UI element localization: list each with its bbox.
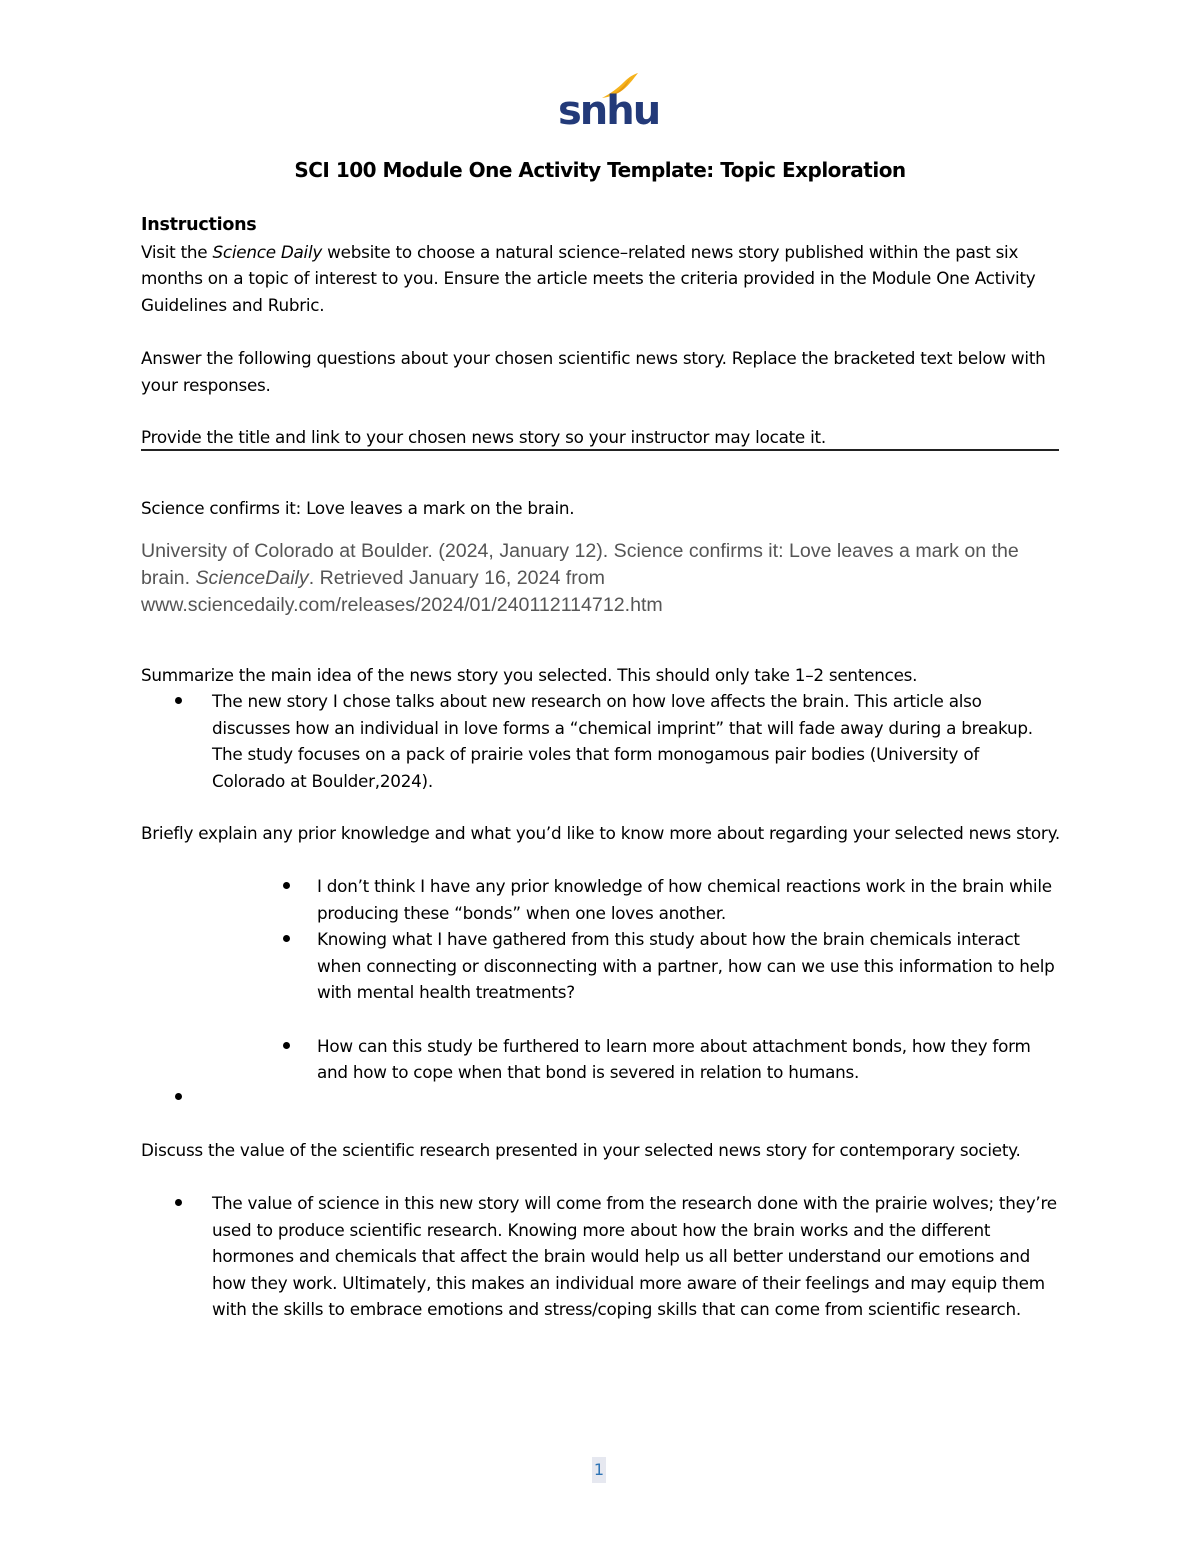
instructions-text: website to choose a natural science–related news story published within the past six months on a topic of interest to you. Ensure the article meets the criteria provided in the Module One Activity Guidelines and Rubric.: [141, 241, 1036, 315]
value-question: Discuss the value of the scientific research presented in your selected news story for contemporary society.: [141, 1140, 1021, 1160]
article-citation: [141, 538, 1071, 619]
bullet-icon: [175, 697, 182, 704]
article-title: Science confirms it: Love leaves a mark on the brain.: [141, 498, 575, 518]
prior-knowledge-list: [317, 873, 1062, 1086]
snhu-logo: [548, 70, 660, 138]
prior-knowledge-question: Briefly explain any prior knowledge and what you’d like to know more about regarding your selected news story.: [141, 823, 1060, 843]
list-item: [317, 873, 1062, 926]
bullet-icon: [283, 882, 290, 889]
bullet-icon: [175, 1199, 182, 1206]
list-item: [317, 926, 1062, 1006]
citation-text: . Retrieved January 16, 2024 from www.sciencedaily.com/releases/2024/01/240112114712.htm: [141, 567, 663, 616]
value-answer-list: [212, 1190, 1057, 1323]
citation-source: ScienceDaily: [195, 567, 309, 589]
divider-line: [141, 449, 1059, 451]
prior-knowledge-answer: Knowing what I have gathered from this study about how the brain chemicals interact when connecting or disconnecting with a partner, how can we use this information to help with mental health treatments?: [317, 929, 1055, 1002]
empty-bullet-icon: [175, 1093, 182, 1100]
bullet-icon: [283, 1042, 290, 1049]
instructions-text: Visit the: [141, 241, 213, 262]
instructions-section: [141, 212, 1061, 318]
list-item: [212, 688, 1052, 794]
page-number: 1: [592, 1457, 606, 1483]
summary-answer: The new story I chose talks about new research on how love affects the brain. This article also discusses how an individual in love forms a “chemical imprint” that will fade away during a breakup. The study focuses on a pack of prairie voles that form monogamous pair bodies (University of Colorado at Boulder,2024).: [212, 691, 1033, 791]
logo-wordmark: snhu: [558, 88, 660, 134]
title-link-prompt: Provide the title and link to your chosen news story so your instructor may locate it.: [141, 427, 826, 447]
list-item: [317, 1033, 1062, 1086]
science-daily-name: Science Daily: [212, 241, 323, 262]
summary-answer-list: [212, 688, 1052, 794]
value-answer: The value of science in this new story will come from the research done with the prairie wolves; they’re used to produce scientific research. Knowing more about how the brain works and the different hormones and chemicals that affect the brain would help us all better understand our emotions and how they work. Ultimately, this makes an individual more aware of their feelings and may equip them with the skills to embrace emotions and stress/coping skills that can come from scientific research.: [212, 1193, 1057, 1319]
instructions-paragraph: [141, 239, 1061, 319]
answer-instructions: Answer the following questions about your chosen scientific news story. Replace the bracketed text below with your responses.: [141, 348, 1046, 395]
instructions-heading: Instructions: [141, 215, 257, 235]
list-item: [212, 1190, 1057, 1323]
bullet-icon: [283, 935, 290, 942]
prior-knowledge-answer: How can this study be furthered to learn more about attachment bonds, how they form and how to cope when that bond is severed in relation to humans.: [317, 1035, 1031, 1082]
prior-knowledge-answer: I don’t think I have any prior knowledge of how chemical reactions work in the brain while producing these “bonds” when one loves another.: [317, 876, 1052, 923]
document-title: SCI 100 Module One Activity Template: Topic Exploration: [294, 158, 906, 182]
citation-text: University of Colorado at Boulder. (2024, January 12). Science confirms it: Love leaves a mark on the brain.: [141, 540, 1019, 589]
summary-question: Summarize the main idea of the news story you selected. This should only take 1–2 sentences.: [141, 665, 918, 685]
